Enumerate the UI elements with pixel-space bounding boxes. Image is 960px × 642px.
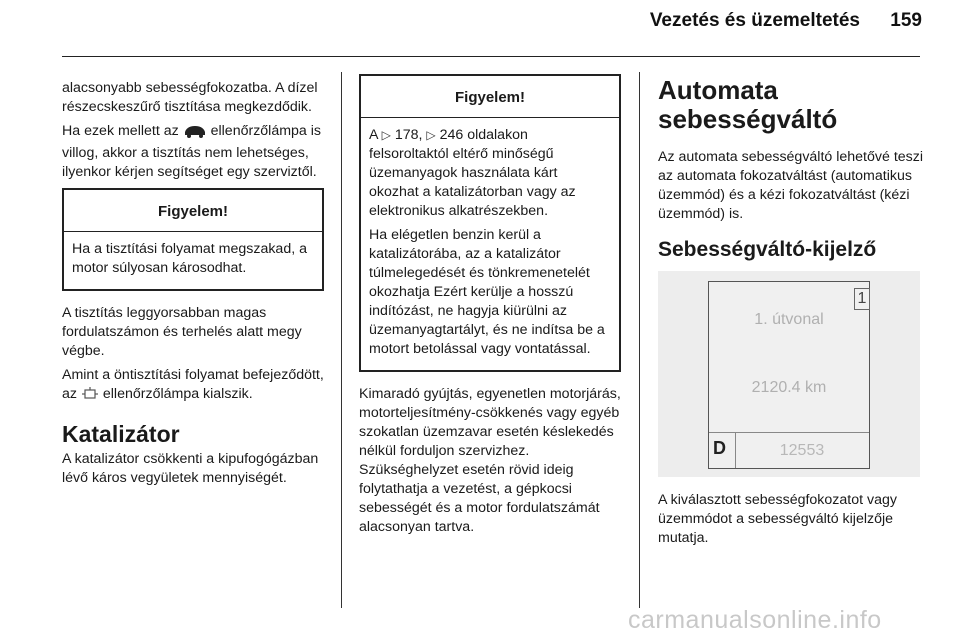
- column-divider-1: [341, 72, 342, 608]
- paragraph: Az automata sebességváltó lehetővé teszi az automata fokozatváltást (automatikus üzemmód) és a kézi fokozatváltást (kézi üzemmód) is.: [658, 149, 923, 222]
- display-screen: [708, 281, 870, 469]
- middle-column: [359, 74, 621, 542]
- page-reference-arrow-icon: ▷: [426, 128, 436, 142]
- engine-warning-icon: [81, 387, 99, 407]
- paragraph: Ha ezek mellett az ellenőrzőlámpa is villog, akkor a tisztítás nem lehetséges, ilyenkor kérjen segítséget egy szerviztől.: [62, 123, 322, 180]
- warning-text: A ▷ 178, ▷ 246 oldalakon felsoroltaktól eltérő minőségű üzemanyagok használata kárt okozhat a katalizátorban vagy az elektronikus alkatrészekben.: [369, 127, 576, 219]
- diesel-particulate-filter-icon: [183, 124, 207, 144]
- paragraph: A kiválasztott sebességfokozatot vagy üzemmódot a sebességváltó kijelzője mutatja.: [658, 492, 897, 546]
- transmission-display-illustration: [658, 271, 920, 477]
- watermark: carmanualsonline.info: [628, 606, 882, 634]
- section-heading: Katalizátor: [62, 421, 180, 447]
- page-reference-arrow-icon: ▷: [381, 128, 391, 142]
- right-column: [658, 76, 926, 553]
- paragraph: Amint a öntisztítási folyamat befejeződött, az ellenőrzőlámpa kialszik.: [62, 366, 324, 407]
- warning-box: [359, 74, 621, 372]
- header-divider: [62, 56, 920, 57]
- display-selected-gear: D: [713, 438, 726, 458]
- display-gear-indicator: 1: [854, 288, 870, 310]
- page-number: 159: [890, 10, 922, 31]
- warning-title: Figyelem!: [361, 76, 619, 118]
- display-odometer: 12553: [779, 442, 825, 459]
- display-distance: 2120.4 km: [751, 379, 827, 396]
- paragraph: alacsonyabb sebességfokozatba. A dízel részecskeszűrő tisztítása megkezdődik.: [62, 80, 318, 115]
- column-divider-2: [639, 72, 640, 608]
- warning-text: Ha elégetlen benzin kerül a katalizátorába, az a katalizátor túlmelegedését és tönkremenetelét okozhatja Ezért kerülje a hosszú indítózást, ne hagyja kiürülni az üzemanyagtartályt, és ne indítsa be a motort betolással vagy vontatással.: [369, 227, 605, 357]
- left-column: [62, 79, 324, 493]
- paragraph: Kimaradó gyújtás, egyenetlen motorjárás, motorteljesítmény-csökkenés vagy egyéb szokatlan üzemzavar esetén késlekedés nélkül forduljon szervizhez. Szükséghelyzet esetén rövid ideig folytathatja a vezetést, a gépkocsi sebességét és a motor fordulatszámát alacsonyan tartva.: [359, 386, 621, 535]
- warning-text: Ha a tisztítási folyamat megszakad, a motor súlyosan károsodhat.: [72, 241, 307, 276]
- display-trip-label: 1. útvonal: [754, 311, 824, 328]
- section-title: Automata sebességváltó: [658, 75, 838, 134]
- paragraph: A tisztítás leggyorsabban magas fordulatszámon és terhelés alatt megy végbe.: [62, 305, 302, 359]
- running-header: Vezetés és üzemeltetés: [649, 10, 860, 31]
- warning-box: [62, 188, 324, 291]
- warning-title: Figyelem!: [64, 190, 322, 232]
- paragraph: A katalizátor csökkenti a kipufogógázban lévő káros vegyületek mennyiségét.: [62, 451, 319, 486]
- subsection-heading: Sebességváltó-kijelző: [658, 238, 877, 261]
